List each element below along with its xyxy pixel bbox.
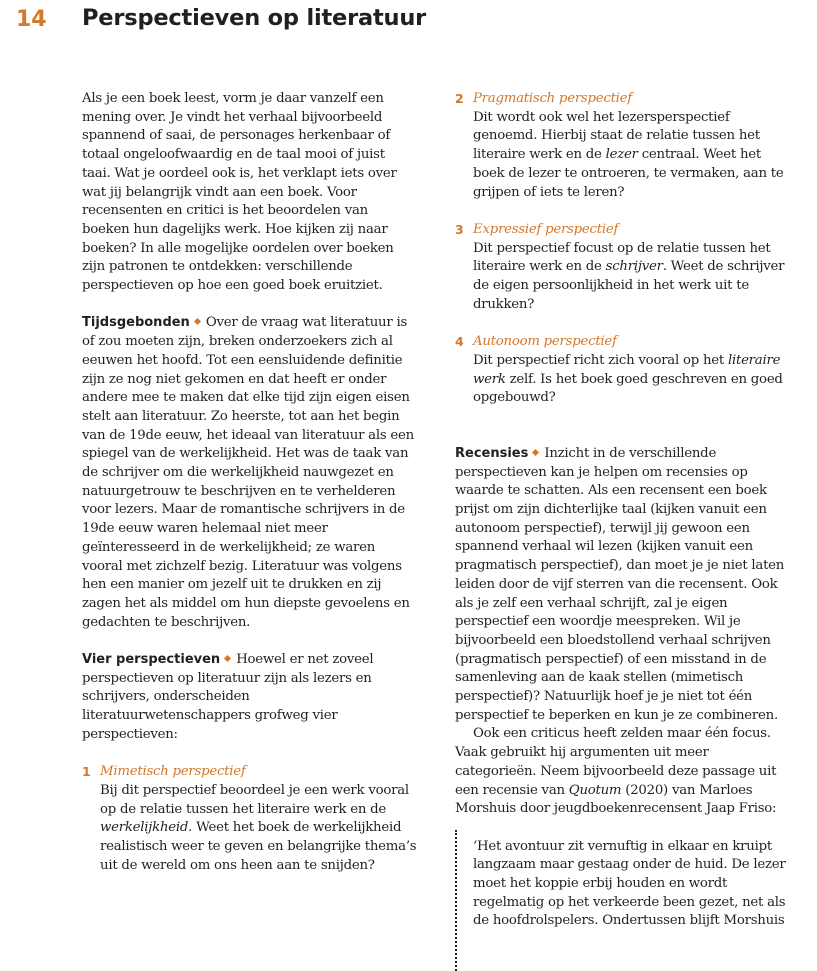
list-item-emphasis: lezer bbox=[605, 147, 638, 163]
book-title: Quotum bbox=[568, 782, 622, 798]
list-item-text: centraal. Weet het boek de lezer te ontroeren, te vermaken, aan te grijpen of iets te leren? bbox=[473, 147, 784, 200]
vier-perspectieven-heading: Vier perspectieven bbox=[82, 652, 221, 668]
quote-text: ‘Het avontuur zit vernuftig in elkaar en kruipt langzaam maar gestaag onder de huid. De lezer moet het koppie erbij houden en wordt regelmatig op het verkeerde been gezet, net als de hoofdrolspelers. Ondertussen blijft Morshuis bbox=[473, 838, 786, 929]
list-item-text: zelf. Is het boek goed geschreven en goed opgebouwd? bbox=[473, 371, 783, 406]
tijdsgebonden-heading: Tijdsgebonden bbox=[82, 315, 190, 331]
page-number: 14 bbox=[16, 7, 47, 32]
tijdsgebonden-paragraph bbox=[82, 314, 417, 632]
list-item-text: Dit perspectief richt zich vooral op het bbox=[473, 352, 728, 368]
list-number: 2 bbox=[455, 91, 464, 106]
list-item-text: . Weet het boek de werkelijkheid realistisch weer te geven en belangrijke thema’s uit de wereld om ons heen aan te snijden? bbox=[100, 820, 417, 873]
recensies-heading: Recensies bbox=[455, 445, 529, 461]
list-item-emphasis: schrijver bbox=[605, 259, 663, 275]
list-number: 1 bbox=[82, 764, 91, 780]
list-item-text: Dit wordt ook wel het lezersperspectief genoemd. Hierbij staat de relatie tussen het literaire werk en de bbox=[473, 109, 760, 163]
list-item-title: Mimetisch perspectief bbox=[100, 764, 246, 780]
criticus-paragraph bbox=[455, 725, 790, 819]
list-item-title: Pragmatisch perspectief bbox=[473, 91, 632, 106]
list-item-emphasis: literaire werk bbox=[473, 352, 781, 387]
list-item-text: . Weet de schrijver de eigen persoonlijkheid in het werk uit te drukken? bbox=[473, 259, 785, 312]
list-number: 3 bbox=[455, 221, 464, 237]
page-title: Perspectieven op literatuur bbox=[82, 5, 427, 31]
recensies-text: Inzicht in de verschillende perspectieven kan je helpen om recensies op waarde te schatten. Als een recensent een boek prijst om zijn dichterlijke taal (kijken vanuit een autonoom perspectief), terwijl jij gewoon een spannend verhaal wil lezen (kijken vanuit een pragmatisch perspectief), dan moet je je niet laten leiden door de vijf sterren van die recensent. Ook als je zelf een verhaal schrijft, zal je eigen perspectief een woordje meespreken. Wil je bijvoorbeeld een bloedstollend verhaal schrijven (pragmatisch perspectief) of een misstand in de samenleving aan de kaak stellen (mimetisch perspectief)? Natuurlijk hoef je je niet tot één perspectief te beperken en kun je ze combineren. bbox=[455, 445, 785, 723]
vier-perspectieven-text: Hoewel er net zoveel perspectieven op literatuur zijn als lezers en schrijvers, onderscheiden literatuurwetenschappers grofweg vier perspectieven: bbox=[82, 652, 374, 742]
list-number: 4 bbox=[455, 334, 464, 350]
intro-paragraph: Als je een boek leest, vorm je daar vanzelf een mening over. Je vindt het verhaal bijvoorbeeld spannend of saai, de personages herkenbaar of totaal ongeloofwaardig en de taal mooi of juist taai. Wat je oordeel ook is, het verklapt iets over wat jij belangrijk vindt aan een boek. Voor recensenten en critici is het beoordelen van boeken hun dagelijks werk. Hoe kijken zij naar boeken? In alle mogelijke oordelen over boeken zijn patronen te ontdekken: verschillende perspectieven op hoe een goed boek eruitziet. bbox=[82, 91, 397, 294]
diamond-bullet-icon bbox=[194, 318, 201, 325]
list-item-title: Autonoom perspectief bbox=[473, 334, 617, 350]
list-item-autonoom bbox=[455, 333, 790, 408]
criticus-text: (2020) van Marloes Morshuis door jeugdboekenrecensent Jaap Friso: bbox=[455, 782, 777, 817]
tijdsgebonden-text: Over de vraag wat literatuur is of zou moeten zijn, breken onderzoekers zich al eeuwen het hoofd. Tot een eensluidende definitie zijn ze nog niet gekomen en dat heeft er onder andere mee te maken dat elke tijd zijn eigen eisen stelt aan literatuur. Zo heerste, tot aan het begin van de 19de eeuw, het ideaal van literatuur als een spiegel van de werkelijkheid. Het was de taak van de schrijver om die werkelijkheid nauwgezet en natuurgetrouw te beschrijven en te verhelderen voor lezers. Maar de romantische schrijvers in de 19de eeuw waren helemaal niet meer geïnteresseerd in de werkelijkheid; ze waren vooral met zichzelf bezig. Literatuur was volgens hen een manier om jezelf uit te drukken en zij zagen het als middel om hun diepste gevoelens en gedachten te beschrijven. bbox=[82, 315, 414, 630]
left-column bbox=[82, 90, 417, 875]
list-item-emphasis: werkelijkheid bbox=[100, 820, 189, 836]
quote-dotted-rule bbox=[455, 830, 457, 971]
diamond-bullet-icon bbox=[532, 449, 539, 456]
recensies-paragraph bbox=[455, 445, 790, 726]
list-item-title: Expressief perspectief bbox=[473, 221, 619, 237]
vier-perspectieven-paragraph bbox=[82, 651, 417, 745]
criticus-text: Ook een criticus heeft zelden maar één focus. Vaak gebruikt hij argumenten uit meer categorieën. Neem bijvoorbeeld deze passage uit een recensie van bbox=[455, 726, 777, 798]
list-item-text: Dit perspectief focust op de relatie tussen het literaire werk en de bbox=[473, 240, 771, 275]
diamond-bullet-icon bbox=[224, 655, 231, 662]
list-item-pragmatisch bbox=[455, 90, 790, 202]
list-item-text: Bij dit perspectief beoordeel je een werk vooral op de relatie tussen het literaire werk en de bbox=[100, 782, 409, 817]
review-quote bbox=[455, 838, 790, 932]
list-item-expressief bbox=[455, 221, 790, 315]
list-item-mimetisch bbox=[82, 763, 417, 875]
right-column bbox=[455, 90, 790, 931]
